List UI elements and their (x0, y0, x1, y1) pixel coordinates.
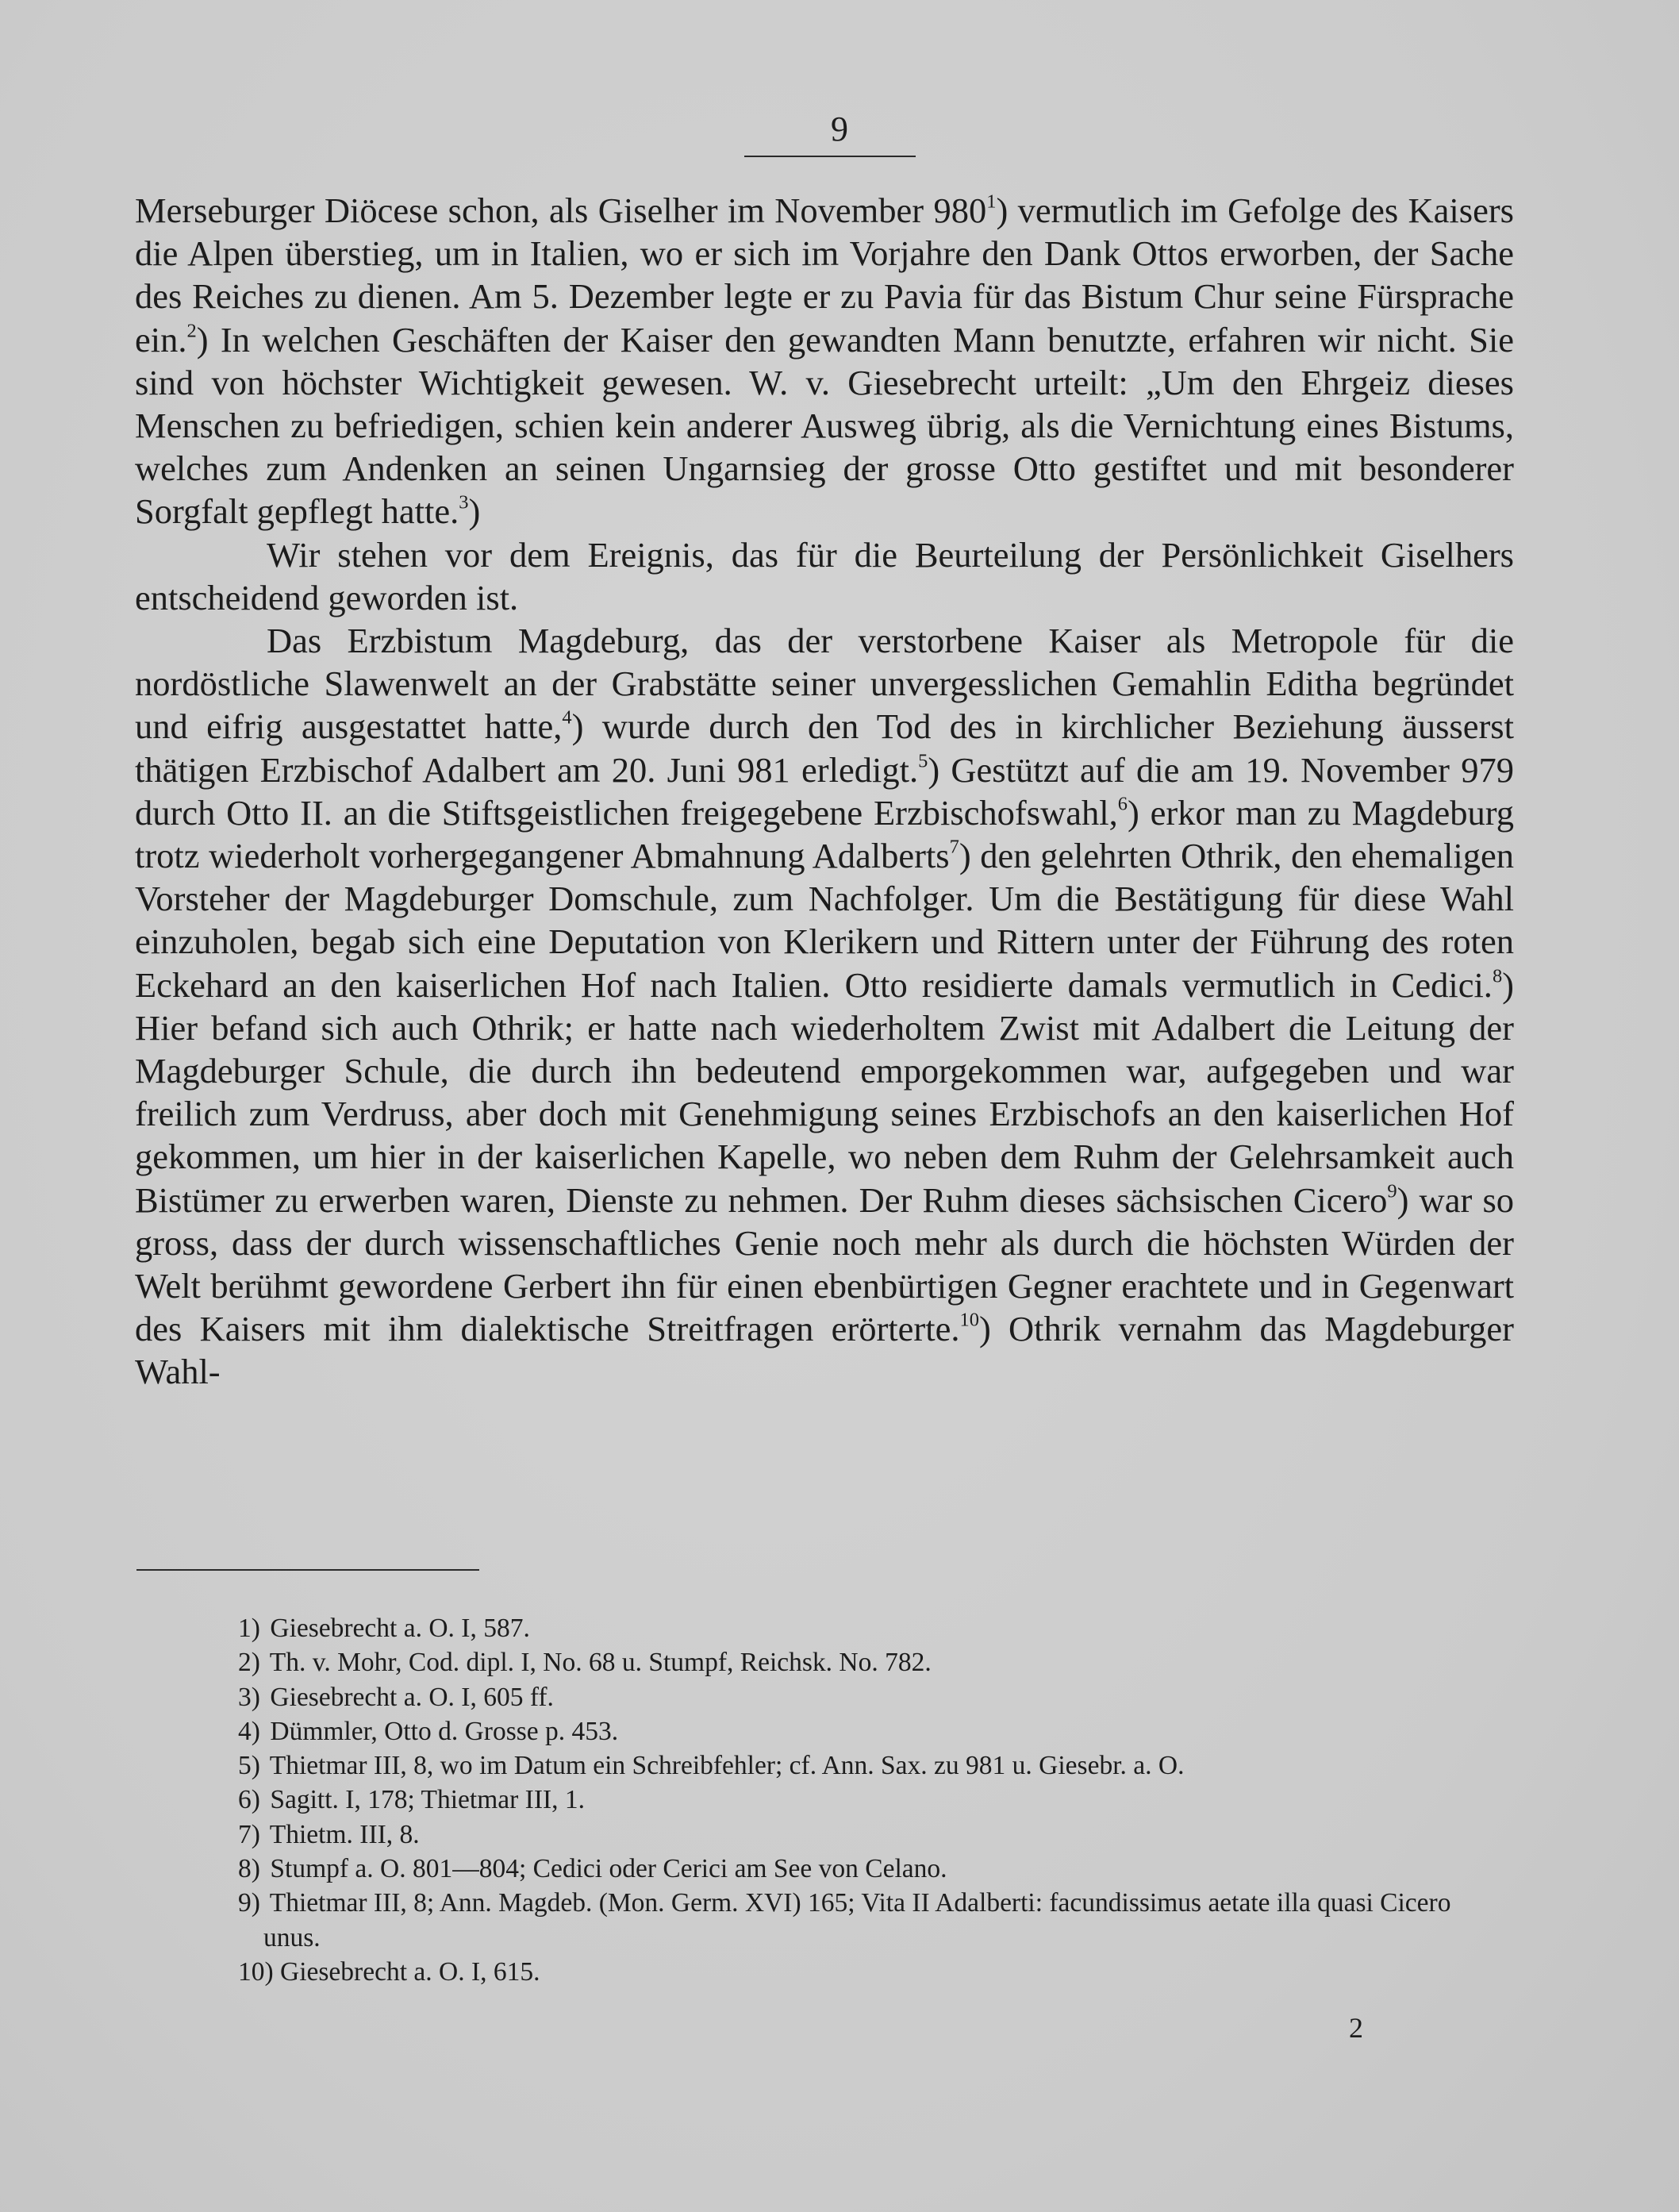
footnote-mark: 3) (238, 1682, 260, 1712)
footnote-ref: 2 (186, 320, 197, 342)
footnote-separator (136, 1569, 479, 1571)
body-text (135, 189, 1514, 1394)
footnote (135, 1680, 1514, 1714)
footnote-text: Giesebrecht a. O. I, 587. (270, 1614, 530, 1643)
paragraph-3 (135, 619, 1514, 1394)
footnote-mark: 6) (238, 1785, 260, 1815)
footnote-mark: 5) (238, 1751, 260, 1781)
text-run: ) war so gross, dass der durch wissenschaftliches Genie noch mehr als durch die höchsten Würden der Welt berühmt gewordene Gerbert ihn für einen ebenbürtigen Gegner erachtete und in Gegenwart des Kaisers mit ihm dialektische Streitfragen erörterte. (135, 1179, 1515, 1349)
footnote-ref: 4 (562, 707, 572, 729)
footnote-mark: 1) (238, 1614, 260, 1643)
footnote-ref: 1 (986, 190, 997, 213)
footnote-ref: 8 (1492, 965, 1503, 987)
footnote-mark: 8) (238, 1854, 260, 1884)
footnote-text: Thietmar III, 8; Ann. Magdeb. (Mon. Germ. XVI) 165; Vita II Adalberti: facundissimus aetate illa quasi Cicero unus. (263, 1888, 1451, 1952)
page-number: 9 (831, 110, 848, 148)
footnote (135, 1783, 1514, 1817)
text-run: ) Hier befand sich auch Othrik; er hatte nach wiederholtem Zwist mit Adalbert die Leitung der Magdeburger Schule, die durch ihn bedeutend emporgekommen war, aufgegeben und war freilich zum Verdruss, aber doch mit Genehmigung seines Erzbischofs an den kaiserlichen Hof gekommen, um hier in der kaiserlichen Kapelle, wo neben dem Ruhm der Gelehrsamkeit auch Bistümer zu erwerben waren, Dienste zu nehmen. Der Ruhm dieses sächsischen Cicero (135, 964, 1514, 1220)
header-rule (744, 156, 916, 157)
text-run: ) den gelehrten Othrik, den ehemaligen Vorsteher der Magdeburger Domschule, zum Nachfolger. Um die Bestätigung für diese Wahl einzuholen, begab sich eine Deputation von Klerikern und Rittern unter der Führung des roten Eckehard an den kaiserlichen Hof nach Italien. Otto residierte damals vermutlich in Cedici. (135, 836, 1514, 1005)
footnote-text: Th. v. Mohr, Cod. dipl. I, No. 68 u. Stumpf, Reichsk. No. 782. (269, 1648, 932, 1678)
text-run: Merseburger Diöcese schon, als Giselher im November 980 (135, 190, 987, 230)
footnote-text: Thietm. III, 8. (269, 1819, 420, 1849)
footnote (135, 1748, 1514, 1783)
paragraph-2 (135, 533, 1514, 619)
text-run: ) Gestützt auf die am 19. November 979 durch Otto II. an die Stiftsgeistlichen freigegebene Erzbischofswahl, (135, 749, 1514, 833)
text-run: ) wurde durch den Tod des in kirchlicher Beziehung äusserst thätigen Erzbischof Adalbert am 20. Juni 981 erledigt. (135, 706, 1514, 790)
footnote-mark: 2) (238, 1648, 260, 1678)
footnote-ref: 5 (918, 750, 928, 772)
text-run: Wir stehen vor dem Ereignis, das für die Beurteilung der Persönlichkeit Giselhers entscheidend geworden ist. (135, 534, 1514, 617)
footnote-mark: 10) (238, 1956, 274, 1987)
footnote-ref: 9 (1387, 1180, 1397, 1202)
footnote-text: Dümmler, Otto d. Grosse p. 453. (270, 1716, 619, 1746)
footnote-ref: 10 (959, 1309, 979, 1331)
footnote-text: Giesebrecht a. O. I, 605 ff. (270, 1682, 554, 1712)
footnote (135, 1852, 1514, 1886)
footnote (135, 1611, 1514, 1645)
footnote-text: Stumpf a. O. 801—804; Cedici oder Cerici am See von Celano. (270, 1854, 947, 1884)
footnote-ref: 6 (1117, 793, 1128, 815)
footnote-ref: 3 (459, 492, 469, 514)
signature-mark: 2 (1349, 2012, 1363, 2044)
text-run: Das Erzbistum Magdeburg, das der verstorbene Kaiser als Metropole für die nordöstliche Slawenwelt an der Grabstätte seiner unvergesslichen Gemahlin Editha begründet und eifrig ausgestattet hatte, (135, 621, 1514, 747)
footnote (135, 1886, 1514, 1955)
paragraph-1 (135, 189, 1514, 533)
footnote-ref: 7 (949, 836, 959, 858)
footnote-text: Giesebrecht a. O. I, 615. (280, 1956, 540, 1987)
footnote-text: Sagitt. I, 178; Thietmar III, 1. (270, 1785, 586, 1815)
text-run: ) (468, 491, 481, 532)
footnote-mark: 9) (238, 1888, 260, 1918)
footnote-mark: 7) (238, 1819, 260, 1849)
footnote (135, 1955, 1514, 1989)
footnote (135, 1818, 1514, 1852)
footnote (135, 1645, 1514, 1679)
footnote-text: Thietmar III, 8, wo im Datum ein Schreibfehler; cf. Ann. Sax. zu 981 u. Giesebr. a. O. (269, 1751, 1185, 1781)
text-run: ) Othrik vernahm das Magdeburger Wahl- (135, 1309, 1514, 1392)
footnote (135, 1714, 1514, 1748)
text-run: ) vermutlich im Gefolge des Kaisers die Alpen überstieg, um in Italien, wo er sich im Vorjahre den Dank Ottos erworben, der Sache des Reiches zu dienen. Am 5. Dezember legte er zu Pavia für das Bistum Chur seine Fürsprache ein. (135, 190, 1514, 360)
text-run: ) erkor man zu Magdeburg trotz wiederholt vorhergegangener Abmahnung Adalberts (135, 792, 1514, 876)
text-run: ) In welchen Geschäften der Kaiser den gewandten Mann benutzte, erfahren wir nicht. Sie sind von höchster Wichtigkeit gewesen. W. v. Giesebrecht urteilt: „Um den Ehrgeiz dieses Menschen zu befriedigen, schien kein anderer Ausweg übrig, als die Vernichtung eines Bistums, welches zum Andenken an seinen Ungarnsieg der grosse Otto gestiftet und mit besonderer Sorgfalt gepflegt hatte. (135, 319, 1514, 532)
footnotes (135, 1611, 1514, 1989)
footnote-mark: 4) (238, 1716, 260, 1746)
